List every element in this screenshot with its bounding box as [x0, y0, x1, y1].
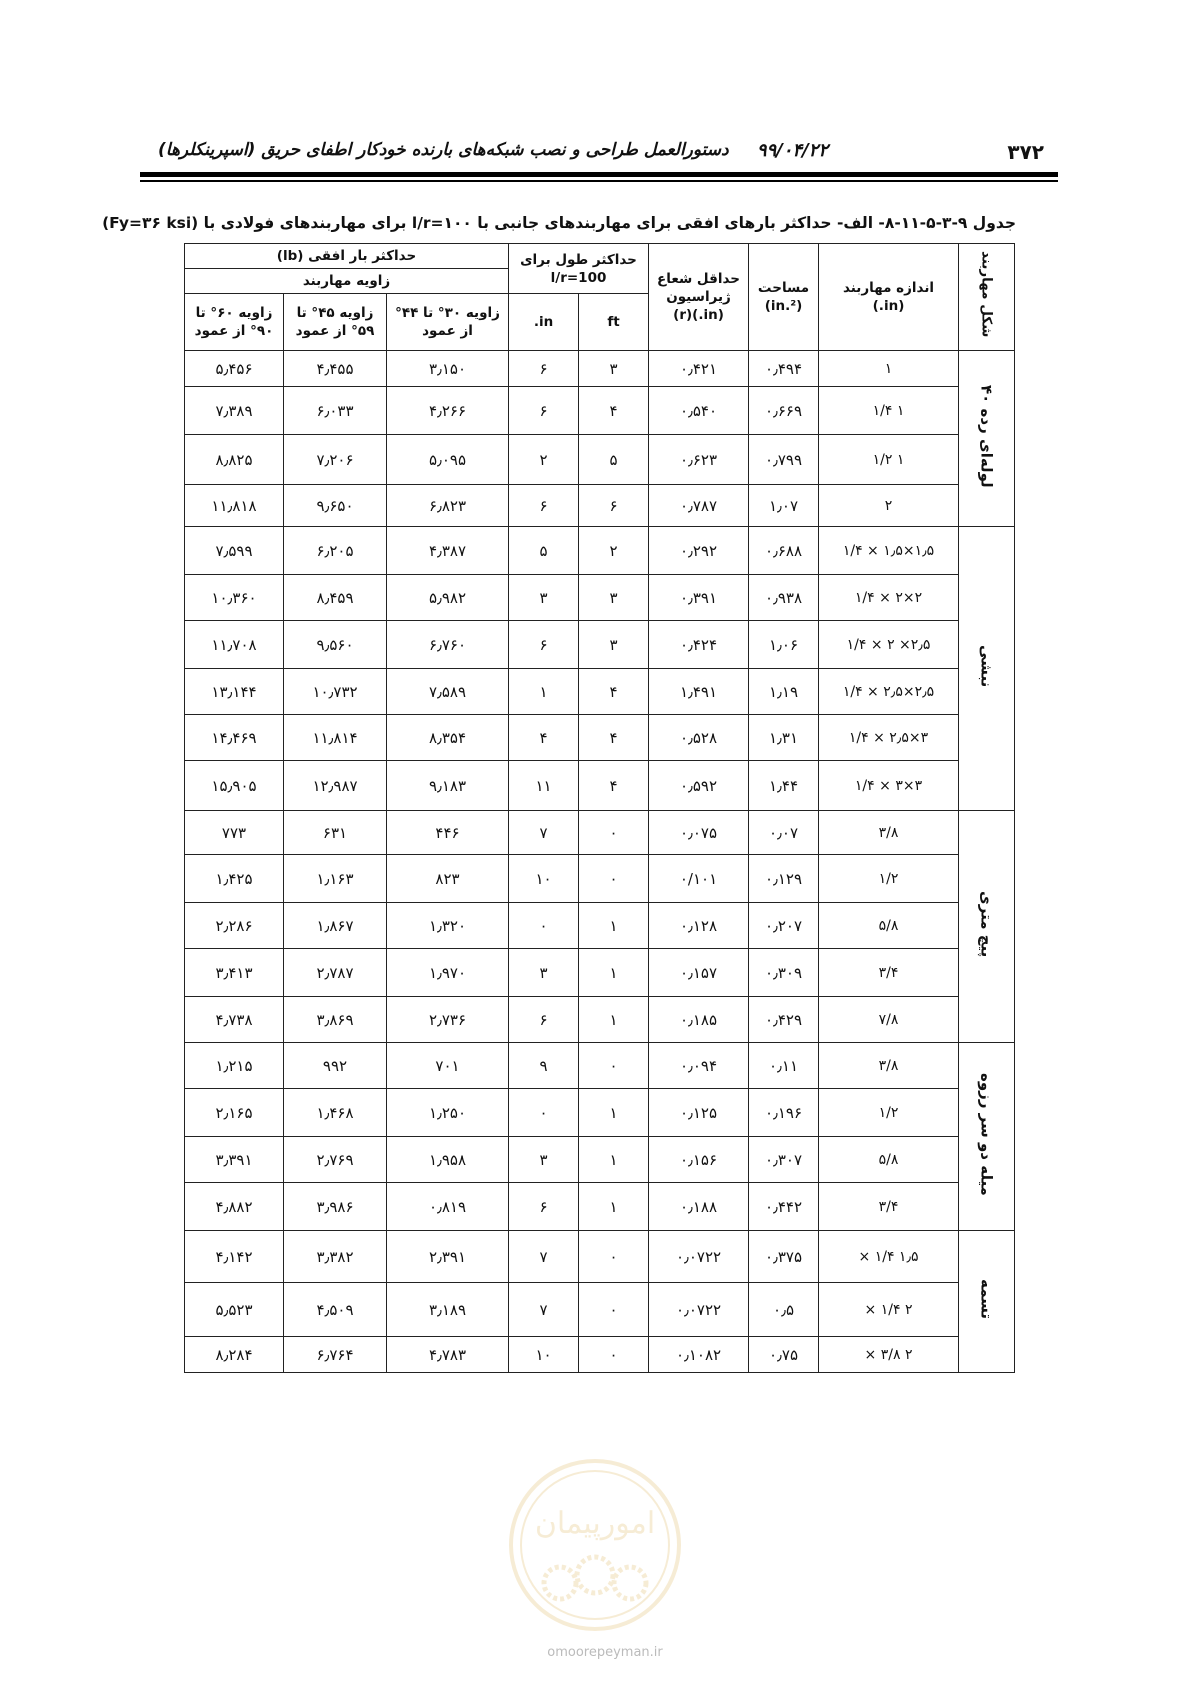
header-angle: زاویه مهاربند: [185, 269, 509, 294]
cell-load-45-59: ۶٫۷۶۴: [284, 1337, 387, 1373]
cell-radius: ۰٫۶۲۳: [649, 435, 749, 485]
cell-load-30-44: ۳٫۱۸۹: [387, 1283, 509, 1337]
cell-in: ۱۰: [509, 1337, 579, 1373]
page-header: [140, 132, 1058, 172]
cell-load-45-59: ۲٫۷۶۹: [284, 1137, 387, 1183]
cell-size: ۵/۸: [819, 903, 959, 949]
cell-load-45-59: ۶٫۲۰۵: [284, 527, 387, 575]
cell-load-45-59: ۱۲٫۹۸۷: [284, 761, 387, 811]
cell-in: ۳: [509, 1137, 579, 1183]
cell-load-30-44: ۴۴۶: [387, 811, 509, 855]
cell-load-60-90: ۴٫۷۳۸: [185, 997, 284, 1043]
watermark-url: omoorepeyman.ir: [547, 1645, 663, 1660]
watermark-logo: [505, 1455, 685, 1635]
cell-area: ۰٫۱۲۹: [749, 855, 819, 903]
cell-load-30-44: ۴٫۳۸۷: [387, 527, 509, 575]
cell-load-30-44: ۹٫۱۸۳: [387, 761, 509, 811]
cell-load-45-59: ۱٫۱۶۳: [284, 855, 387, 903]
cell-load-60-90: ۱۰٫۳۶۰: [185, 575, 284, 621]
cell-radius: ۰٫۱۸۵: [649, 997, 749, 1043]
cell-load-45-59: ۹٫۶۵۰: [284, 485, 387, 527]
cell-area: ۰٫۷۵: [749, 1337, 819, 1373]
table-row: [185, 903, 1015, 949]
group-shape-label: میله دو سر رزوه: [959, 1043, 1015, 1231]
table-row: [185, 575, 1015, 621]
cell-radius: ۰٫۱۰۸۲: [649, 1337, 749, 1373]
cell-load-45-59: ۷٫۲۰۶: [284, 435, 387, 485]
cell-load-60-90: ۱۱٫۸۱۸: [185, 485, 284, 527]
cell-size: ۱٫۵×۱٫۵ × ۱/۴: [819, 527, 959, 575]
table-row: [185, 1089, 1015, 1137]
cell-load-60-90: ۴٫۱۴۲: [185, 1231, 284, 1283]
table-body: [185, 351, 1015, 1373]
table-row: [185, 351, 1015, 387]
cell-load-45-59: ۲٫۷۸۷: [284, 949, 387, 997]
cell-load-30-44: ۵٫۹۸۲: [387, 575, 509, 621]
cell-size: ۳×۳ × ۱/۴: [819, 761, 959, 811]
cell-size: ۳/۴: [819, 949, 959, 997]
cell-area: ۰٫۴۴۲: [749, 1183, 819, 1231]
table-row: [185, 485, 1015, 527]
cell-in: ۰: [509, 903, 579, 949]
cell-ft: ۰: [579, 1283, 649, 1337]
cell-load-60-90: ۱٫۲۱۵: [185, 1043, 284, 1089]
table-row: [185, 997, 1015, 1043]
cell-ft: ۱: [579, 1089, 649, 1137]
cell-size: ۲٫۵×۲٫۵ × ۱/۴: [819, 669, 959, 715]
cell-ft: ۳: [579, 621, 649, 669]
page-number: ۳۷۲: [1007, 140, 1044, 164]
group-shape-label: نبشی: [959, 527, 1015, 811]
cell-area: ۰٫۳۰۷: [749, 1137, 819, 1183]
header-in: in.: [509, 294, 579, 351]
cell-load-60-90: ۵٫۵۲۳: [185, 1283, 284, 1337]
table-row: [185, 387, 1015, 435]
cell-radius: ۰٫۱۸۸: [649, 1183, 749, 1231]
cell-in: ۴: [509, 715, 579, 761]
cell-area: ۰٫۴۹۴: [749, 351, 819, 387]
cell-in: ۶: [509, 1183, 579, 1231]
cell-load-30-44: ۸٫۳۵۴: [387, 715, 509, 761]
cell-ft: ۴: [579, 387, 649, 435]
cell-load-60-90: ۱۴٫۴۶۹: [185, 715, 284, 761]
cell-load-45-59: ۱٫۴۶۸: [284, 1089, 387, 1137]
cell-size: ۳×۲٫۵ × ۱/۴: [819, 715, 959, 761]
cell-load-30-44: ۱٫۳۲۰: [387, 903, 509, 949]
cell-load-45-59: ۳٫۳۸۲: [284, 1231, 387, 1283]
cell-load-30-44: ۲٫۳۹۱: [387, 1231, 509, 1283]
cell-load-45-59: ۱۰٫۷۳۲: [284, 669, 387, 715]
header-max-length: حداکثر طول برای l/r=100: [509, 244, 649, 294]
cell-size: ۱ ۱/۲: [819, 435, 959, 485]
cell-area: ۰٫۶۸۸: [749, 527, 819, 575]
cell-radius: ۰٫۵۲۸: [649, 715, 749, 761]
cell-load-45-59: ۳٫۸۶۹: [284, 997, 387, 1043]
cell-ft: ۲: [579, 527, 649, 575]
cell-size: ۱/۲: [819, 855, 959, 903]
cell-area: ۱٫۱۹: [749, 669, 819, 715]
cell-radius: ۱٫۴۹۱: [649, 669, 749, 715]
cell-in: ۳: [509, 949, 579, 997]
cell-load-30-44: ۷۰۱: [387, 1043, 509, 1089]
cell-load-30-44: ۱٫۹۷۰: [387, 949, 509, 997]
cell-radius: ۰٫۵۴۰: [649, 387, 749, 435]
header-angle-45-59: زاویه ۴۵° تا ۵۹° از عمود: [284, 294, 387, 351]
table-row: [185, 1137, 1015, 1183]
cell-radius: ۰٫۰۷۵: [649, 811, 749, 855]
cell-load-60-90: ۳٫۳۹۱: [185, 1137, 284, 1183]
cell-in: ۳: [509, 575, 579, 621]
header-area: مساحت (in.²): [749, 244, 819, 351]
table-row: [185, 715, 1015, 761]
cell-area: ۰٫۱۹۶: [749, 1089, 819, 1137]
cell-area: ۰٫۷۹۹: [749, 435, 819, 485]
cell-load-45-59: ۹۹۲: [284, 1043, 387, 1089]
table-row: [185, 527, 1015, 575]
cell-load-45-59: ۳٫۹۸۶: [284, 1183, 387, 1231]
cell-load-60-90: ۷٫۳۸۹: [185, 387, 284, 435]
header-size: اندازه مهاربند (in.): [819, 244, 959, 351]
cell-load-60-90: ۷٫۵۹۹: [185, 527, 284, 575]
cell-load-45-59: ۱٫۸۶۷: [284, 903, 387, 949]
cell-load-60-90: ۱۱٫۷۰۸: [185, 621, 284, 669]
cell-load-45-59: ۱۱٫۸۱۴: [284, 715, 387, 761]
cell-ft: ۱: [579, 1183, 649, 1231]
cell-size: ۲ ۳/۸ ×: [819, 1337, 959, 1373]
cell-load-60-90: ۲٫۱۶۵: [185, 1089, 284, 1137]
table-row: [185, 1231, 1015, 1283]
cell-in: ۷: [509, 1231, 579, 1283]
cell-area: ۰٫۱۱: [749, 1043, 819, 1089]
cell-radius: ۰/۱۰۱: [649, 855, 749, 903]
cell-load-60-90: ۳٫۴۱۳: [185, 949, 284, 997]
cell-in: ۵: [509, 527, 579, 575]
cell-load-60-90: ۸٫۲۸۴: [185, 1337, 284, 1373]
header-rule-thick: [140, 172, 1058, 177]
cell-in: ۲: [509, 435, 579, 485]
cell-load-60-90: ۸٫۸۲۵: [185, 435, 284, 485]
cell-radius: ۰٫۰۷۲۲: [649, 1231, 749, 1283]
table-row: [185, 1283, 1015, 1337]
table-row: [185, 435, 1015, 485]
cell-load-30-44: ۴٫۲۶۶: [387, 387, 509, 435]
cell-load-60-90: ۱٫۴۲۵: [185, 855, 284, 903]
cell-size: ۳/۸: [819, 811, 959, 855]
cell-in: ۶: [509, 387, 579, 435]
header-ft: ft: [579, 294, 649, 351]
cell-size: ۱/۲: [819, 1089, 959, 1137]
cell-in: ۶: [509, 621, 579, 669]
cell-ft: ۰: [579, 855, 649, 903]
cell-ft: ۳: [579, 351, 649, 387]
cell-load-45-59: ۸٫۴۵۹: [284, 575, 387, 621]
cell-ft: ۶: [579, 485, 649, 527]
cell-load-60-90: ۵٫۴۵۶: [185, 351, 284, 387]
table-row: [185, 621, 1015, 669]
cell-load-60-90: ۱۳٫۱۴۴: [185, 669, 284, 715]
cell-radius: ۰٫۰۹۴: [649, 1043, 749, 1089]
cell-load-30-44: ۵٫۰۹۵: [387, 435, 509, 485]
cell-size: ۵/۸: [819, 1137, 959, 1183]
cell-ft: ۱: [579, 997, 649, 1043]
header-radius: حداقل شعاع ژیراسیون (in.)(r): [649, 244, 749, 351]
cell-load-60-90: ۴٫۸۸۲: [185, 1183, 284, 1231]
cell-area: ۰٫۲۰۷: [749, 903, 819, 949]
cell-ft: ۴: [579, 669, 649, 715]
cell-in: ۶: [509, 351, 579, 387]
cell-ft: ۰: [579, 1337, 649, 1373]
cell-load-30-44: ۱٫۲۵۰: [387, 1089, 509, 1137]
cell-in: ۰: [509, 1089, 579, 1137]
cell-in: ۱۰: [509, 855, 579, 903]
cell-area: ۰٫۵: [749, 1283, 819, 1337]
header-rule-thin: [140, 180, 1058, 182]
cell-in: ۱۱: [509, 761, 579, 811]
header-angle-60-90: زاویه ۶۰° تا ۹۰° از عمود: [185, 294, 284, 351]
cell-size: ۲: [819, 485, 959, 527]
cell-area: ۱٫۳۱: [749, 715, 819, 761]
cell-load-30-44: ۷٫۵۸۹: [387, 669, 509, 715]
cell-radius: ۰٫۷۸۷: [649, 485, 749, 527]
cell-size: ۳/۴: [819, 1183, 959, 1231]
document-title: دستورالعمل طراحی و نصب شبکه‌های بارنده خودکار اطفای حریق (اسپرینکلرها): [158, 140, 729, 160]
cell-in: ۶: [509, 997, 579, 1043]
table-row: [185, 855, 1015, 903]
cell-ft: ۱: [579, 1137, 649, 1183]
group-shape-label: لوله‌ای رده ۴۰: [959, 351, 1015, 527]
cell-ft: ۰: [579, 811, 649, 855]
cell-ft: ۳: [579, 575, 649, 621]
cell-size: ۲×۲ × ۱/۴: [819, 575, 959, 621]
cell-load-30-44: ۲٫۷۳۶: [387, 997, 509, 1043]
table-row: [185, 1337, 1015, 1373]
table-row: [185, 669, 1015, 715]
cell-ft: ۴: [579, 761, 649, 811]
cell-radius: ۰٫۴۲۴: [649, 621, 749, 669]
cell-area: ۰٫۳۰۹: [749, 949, 819, 997]
cell-in: ۷: [509, 811, 579, 855]
cell-load-60-90: ۷۷۳: [185, 811, 284, 855]
header-angle-30-44: زاویه ۳۰° تا ۴۴° از عمود: [387, 294, 509, 351]
cell-size: ۱: [819, 351, 959, 387]
cell-size: ۲٫۵× ۲ × ۱/۴: [819, 621, 959, 669]
svg-text:امورپیمان: امورپیمان: [534, 1506, 656, 1541]
cell-radius: ۰٫۱۲۵: [649, 1089, 749, 1137]
header-max-load: حداکثر بار افقی (lb): [185, 244, 509, 269]
cell-load-60-90: ۱۵٫۹۰۵: [185, 761, 284, 811]
cell-area: ۱٫۰۶: [749, 621, 819, 669]
cell-load-30-44: ۶٫۸۲۳: [387, 485, 509, 527]
cell-ft: ۰: [579, 1231, 649, 1283]
cell-load-30-44: ۴٫۷۸۳: [387, 1337, 509, 1373]
cell-load-30-44: ۸۲۳: [387, 855, 509, 903]
group-shape-label: تسمه: [959, 1231, 1015, 1373]
cell-load-30-44: ۰٫۸۱۹: [387, 1183, 509, 1231]
cell-radius: ۰٫۰۷۲۲: [649, 1283, 749, 1337]
cell-radius: ۰٫۳۹۱: [649, 575, 749, 621]
cell-in: ۶: [509, 485, 579, 527]
table-row: [185, 949, 1015, 997]
cell-size: ۲ ۱/۴ ×: [819, 1283, 959, 1337]
cell-ft: ۰: [579, 1043, 649, 1089]
cell-area: ۰٫۳۷۵: [749, 1231, 819, 1283]
bracing-load-table: [184, 243, 1015, 1373]
cell-in: ۷: [509, 1283, 579, 1337]
group-shape-label: پیچ متری: [959, 811, 1015, 1043]
cell-load-45-59: ۶۳۱: [284, 811, 387, 855]
cell-radius: ۰٫۱۵۶: [649, 1137, 749, 1183]
table-row: [185, 811, 1015, 855]
header-shape: شکل مهاربند: [959, 244, 1015, 351]
cell-load-30-44: ۳٫۱۵۰: [387, 351, 509, 387]
cell-load-30-44: ۶٫۷۶۰: [387, 621, 509, 669]
cell-size: ۳/۸: [819, 1043, 959, 1089]
cell-load-60-90: ۲٫۲۸۶: [185, 903, 284, 949]
cell-in: ۱: [509, 669, 579, 715]
cell-ft: ۱: [579, 903, 649, 949]
cell-area: ۱٫۴۴: [749, 761, 819, 811]
cell-load-45-59: ۶٫۰۳۳: [284, 387, 387, 435]
cell-ft: ۱: [579, 949, 649, 997]
cell-size: ۱٫۵ ۱/۴ ×: [819, 1231, 959, 1283]
cell-size: ۱ ۱/۴: [819, 387, 959, 435]
cell-radius: ۰٫۵۹۲: [649, 761, 749, 811]
document-date: ۹۹/۰۴/۲۲: [756, 140, 828, 161]
cell-radius: ۰٫۱۵۷: [649, 949, 749, 997]
cell-area: ۰٫۴۲۹: [749, 997, 819, 1043]
cell-area: ۰٫۰۷: [749, 811, 819, 855]
cell-load-30-44: ۱٫۹۵۸: [387, 1137, 509, 1183]
cell-area: ۰٫۹۳۸: [749, 575, 819, 621]
cell-size: ۷/۸: [819, 997, 959, 1043]
table-row: [185, 1183, 1015, 1231]
table-row: [185, 1043, 1015, 1089]
cell-radius: ۰٫۴۲۱: [649, 351, 749, 387]
cell-ft: ۵: [579, 435, 649, 485]
cell-area: ۱٫۰۷: [749, 485, 819, 527]
cell-ft: ۴: [579, 715, 649, 761]
cell-load-45-59: ۴٫۴۵۵: [284, 351, 387, 387]
cell-radius: ۰٫۱۲۸: [649, 903, 749, 949]
cell-radius: ۰٫۲۹۲: [649, 527, 749, 575]
cell-load-45-59: ۹٫۵۶۰: [284, 621, 387, 669]
table-caption: جدول ۹-۳-۵-۱۱-۸- الف- حداکثر بارهای افقی برای مهاربندهای جانبی با l/r=۱۰۰ برای مهاربندهای فولادی با (Fy=۳۶ ksi): [102, 214, 1016, 232]
table-row: [185, 761, 1015, 811]
cell-in: ۹: [509, 1043, 579, 1089]
cell-area: ۰٫۶۶۹: [749, 387, 819, 435]
cell-load-45-59: ۴٫۵۰۹: [284, 1283, 387, 1337]
